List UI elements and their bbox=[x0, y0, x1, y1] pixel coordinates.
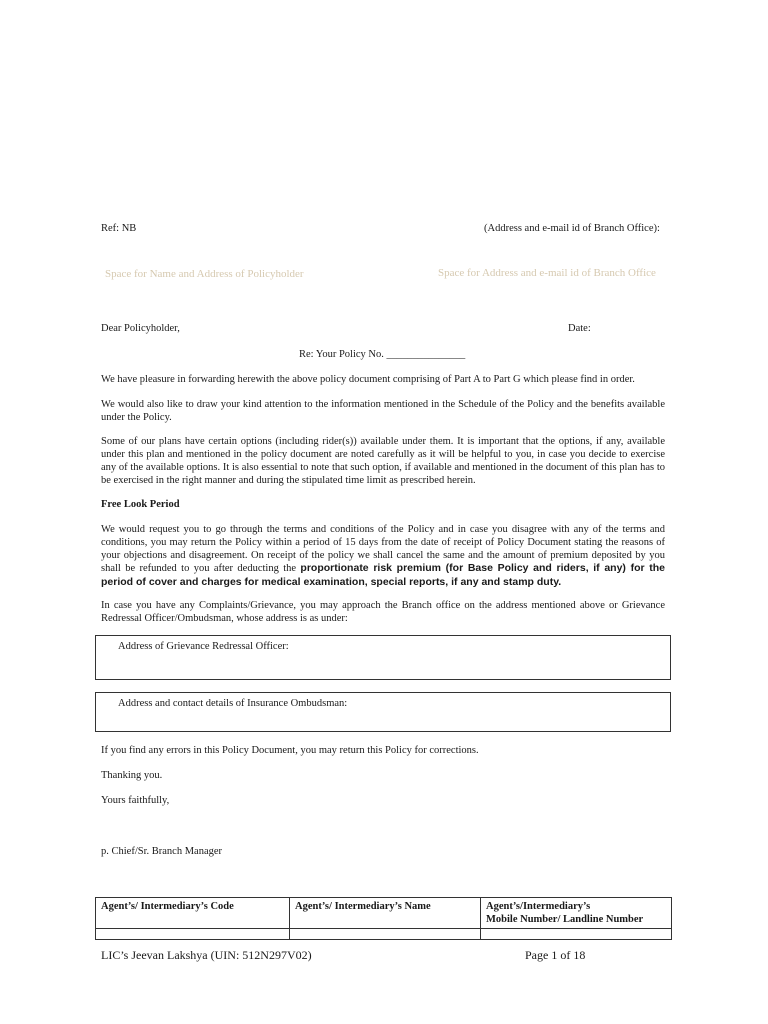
agent-code-cell bbox=[96, 929, 290, 940]
grievance-officer-box bbox=[95, 635, 671, 680]
agent-phone-header-line2: Mobile Number/ Landline Number bbox=[486, 914, 644, 926]
date-label: Date: bbox=[568, 323, 591, 334]
policyholder-placeholder: Space for Name and Address of Policyholder bbox=[105, 268, 304, 280]
paragraph-intro: We have pleasure in forwarding herewith the above policy document comprising of Part A to Part G which please find in order. bbox=[101, 374, 635, 385]
thanks: Thanking you. bbox=[101, 770, 163, 781]
agent-name-cell bbox=[290, 929, 481, 940]
agent-details-table bbox=[95, 897, 672, 940]
agent-phone-header bbox=[481, 898, 672, 929]
free-look-heading: Free Look Period bbox=[101, 499, 180, 510]
errors-note: If you find any errors in this Policy Document, you may return this Policy for corrections. bbox=[101, 745, 479, 756]
salutation: Dear Policyholder, bbox=[101, 323, 180, 334]
table-row bbox=[96, 929, 672, 940]
ombudsman-label: Address and contact details of Insurance Ombudsman: bbox=[118, 698, 348, 709]
page-number: Page 1 of 18 bbox=[525, 948, 586, 962]
paragraph-free-look bbox=[101, 523, 665, 589]
ref-number: Ref: NB bbox=[101, 223, 137, 234]
agent-phone-cell bbox=[481, 929, 672, 940]
signatory: p. Chief/Sr. Branch Manager bbox=[101, 846, 223, 857]
free-look-deductions: proportionate risk premium (for Base Policy and riders, if any) for the period of cover and charges for medical examination, special reports, if any and stamp duty. bbox=[101, 562, 666, 588]
agent-code-header: Agent’s/ Intermediary’s Code bbox=[96, 898, 290, 929]
ombudsman-box bbox=[95, 692, 671, 732]
paragraph-grievance: In case you have any Complaints/Grievance, you may approach the Branch office on the address mentioned above or Grievance Redressal Officer/Ombudsman, whose address is as under: bbox=[101, 600, 665, 625]
agent-name-header: Agent’s/ Intermediary’s Name bbox=[290, 898, 481, 929]
branch-office-label: (Address and e-mail id of Branch Office): bbox=[484, 223, 660, 234]
subject-line: Re: Your Policy No. _______________ bbox=[299, 349, 466, 360]
paragraph-schedule: We would also like to draw your kind attention to the information mentioned in the Schedule of the Policy and the benefits available under the Policy. bbox=[101, 399, 665, 424]
grievance-officer-label: Address of Grievance Redressal Officer: bbox=[118, 641, 289, 652]
footer-plan-name: LIC’s Jeevan Lakshya (UIN: 512N297V02) bbox=[101, 948, 312, 962]
agent-phone-header-line1: Agent’s/Intermediary’s bbox=[486, 901, 591, 912]
closing: Yours faithfully, bbox=[101, 795, 170, 806]
paragraph-options: Some of our plans have certain options (including rider(s)) available under them. It is important that the options, if any, available under this plan and mentioned in the policy document are noted carefully as it will be helpful to you, in case you decide to exercise any of the available options. It is also essential to note that such option, if available and mentioned in the document of this plan has to be exercised in the right manner and during the stipulated time limit as prescribed herein. bbox=[101, 436, 665, 487]
free-look-text: We would request you to go through the terms and conditions of the Policy and in case you disagree with any of the terms and conditions, you may return the Policy within a period of 15 days from the date of receipt of Policy Document stating the reasons of your objections and disagreement. On receipt of the policy we shall cancel the same and the amount of premium deposited by you shall be refunded to you after deducting the bbox=[101, 524, 665, 575]
branch-address-placeholder: Space for Address and e-mail id of Branch Office bbox=[438, 267, 656, 279]
table-row bbox=[96, 898, 672, 929]
